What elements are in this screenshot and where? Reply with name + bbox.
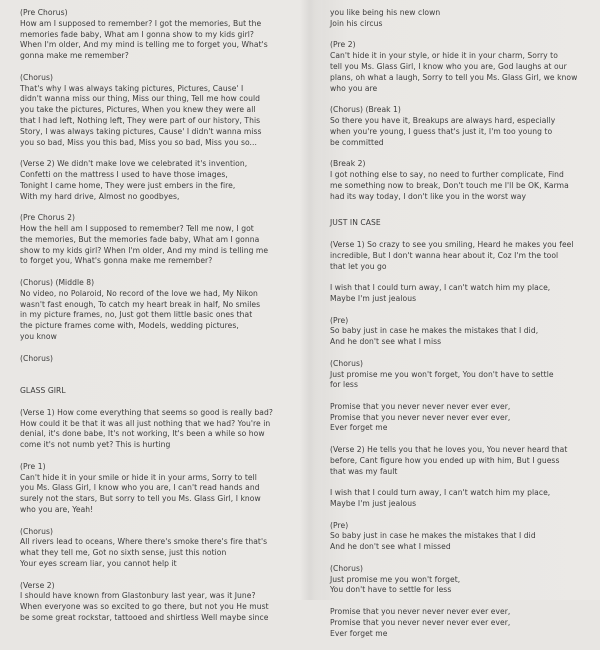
lyric-block: I wish that I could turn away, I can't watch him my place, Maybe I'm just jealous	[330, 488, 551, 509]
lyric-block: Promise that you never never never ever ever, Promise that you never never never ever ever, Ever forget me	[330, 607, 511, 638]
lyric-block: (Pre Chorus 2) How the hell am I supposed to remember? Tell me now, I got the memories, But the memories fade baby, What am I gonna show to my kids girl? When I'm older, And my mind is telling me to forget you, What's gonna make me remember?	[20, 213, 269, 266]
lyric-block: (Verse 2) I should have known from Glastonbury last year, was it June? When everyone was so excited to go there, but not you He must be some great rockstar, tattooed and shirtless Well maybe since	[20, 580, 269, 623]
lyric-block: I wish that I could turn away, I can't watch him my place, Maybe I'm just jealous	[330, 283, 551, 303]
lyric-block: (Verse 1) How come everything that seems so good is really bad? How could it be that it was all just nothing that we had? You're in denial, it's done babe, It's not working, It's been a while so how come it's not numb yet? This is hurting	[20, 407, 273, 450]
lyric-block: (Pre Chorus) How am I supposed to remember? I got the memories, But the memories fade baby, What am I gonna show to my kids girl? When I'm older, And my mind is telling me to forget you, What's gonna make me remember?	[20, 8, 268, 61]
lyric-block: (Pre) So baby just in case he makes the mistakes that I did And he don't see what I missed	[330, 520, 536, 552]
left-page-lyrics	[20, 8, 292, 635]
page-fold	[300, 0, 322, 600]
lyric-block: (Chorus) All rivers lead to oceans, Where there's smoke there's fire that's what they tell me, Got no sixth sense, just this notion Your eyes scream liar, you cannot help it	[20, 526, 268, 569]
lyric-block: (Break 2) I got nothing else to say, no need to further complicate, Find me something now to break, Don't touch me I'll be OK, Karma had its way today, I don't like you in the worst way	[330, 159, 569, 201]
lyric-block: (Chorus) That's why I was always taking pictures, Pictures, Cause' I didn't wanna miss our thing, Miss our thing, Tell me how could you take the pictures, Pictures, When you knew they were all that I had left, Nothing left, They were part of our history, This Story, I was always taking pictures, Cause' I didn't wanna miss you so bad, Miss you this bad, Miss you so bad, Miss you so...	[20, 72, 262, 147]
lyric-block: (Verse 1) So crazy to see you smiling, Heard he makes you feel incredible, But I don't wanna hear about it, Coz I'm the tool that let you go	[330, 239, 574, 271]
lyric-block: (Chorus) (Break 1) So there you have it, Breakups are always hard, especially when you're young, I guess that's just it, I'm too young to be committed	[330, 105, 556, 147]
lyric-block: (Pre 1) Can't hide it in your smile or hide it in your arms, Sorry to tell you Ms. Glass Girl, I know who you are, I can't read hands and surely not the stars, But sorry to tell you Ms. Glass Girl, I know who you are, Yeah!	[20, 461, 261, 515]
lyric-block: (Chorus) Just promise me you won't forget, You don't have to settle for less	[330, 358, 554, 390]
right-page-lyrics	[330, 8, 584, 650]
lyric-block: (Pre 2) Can't hide it in your style, or hide it in your charm, Sorry to tell you Ms. Glass Girl, I know who you are, God laughs at our plans, oh what a laugh, Sorry to tell you Ms. Glass Girl, we know who you are	[330, 40, 578, 93]
lyric-block: (Verse 2) He tells you that he loves you, You never heard that before, Cant figure how you ended up with him, But I guess that was my fault	[330, 445, 568, 476]
lyric-block: Promise that you never never never ever ever, Promise that you never never never ever ever, Ever forget me	[330, 401, 511, 433]
song-title: JUST IN CASE	[330, 218, 381, 228]
lyric-block: (Chorus) (Middle 8) No video, no Polaroid, No record of the love we had, My Nikon wasn't fast enough, To catch my heart break in half, No smiles in my picture frames, no, Just got them little basic ones that the picture frames come with, Models, wedding pictures, you know	[20, 277, 261, 341]
lyric-block: (Chorus)	[20, 353, 53, 363]
song-title: GLASS GIRL	[20, 386, 66, 396]
lyric-block: (Pre) So baby just in case he makes the mistakes that I did, And he don't see what I miss	[330, 315, 539, 347]
lyric-block: (Verse 2) We didn't make love we celebrated it's invention, Confetti on the mattress I used to have those images, Tonight I came home, They were just embers in the fire, With my hard drive, Almost no goodbyes,	[20, 159, 248, 201]
lyric-block: you like being his new clown Join his circus	[330, 8, 441, 28]
lyric-block: (Chorus) Just promise me you won't forget, You don't have to settle for less	[330, 563, 461, 595]
